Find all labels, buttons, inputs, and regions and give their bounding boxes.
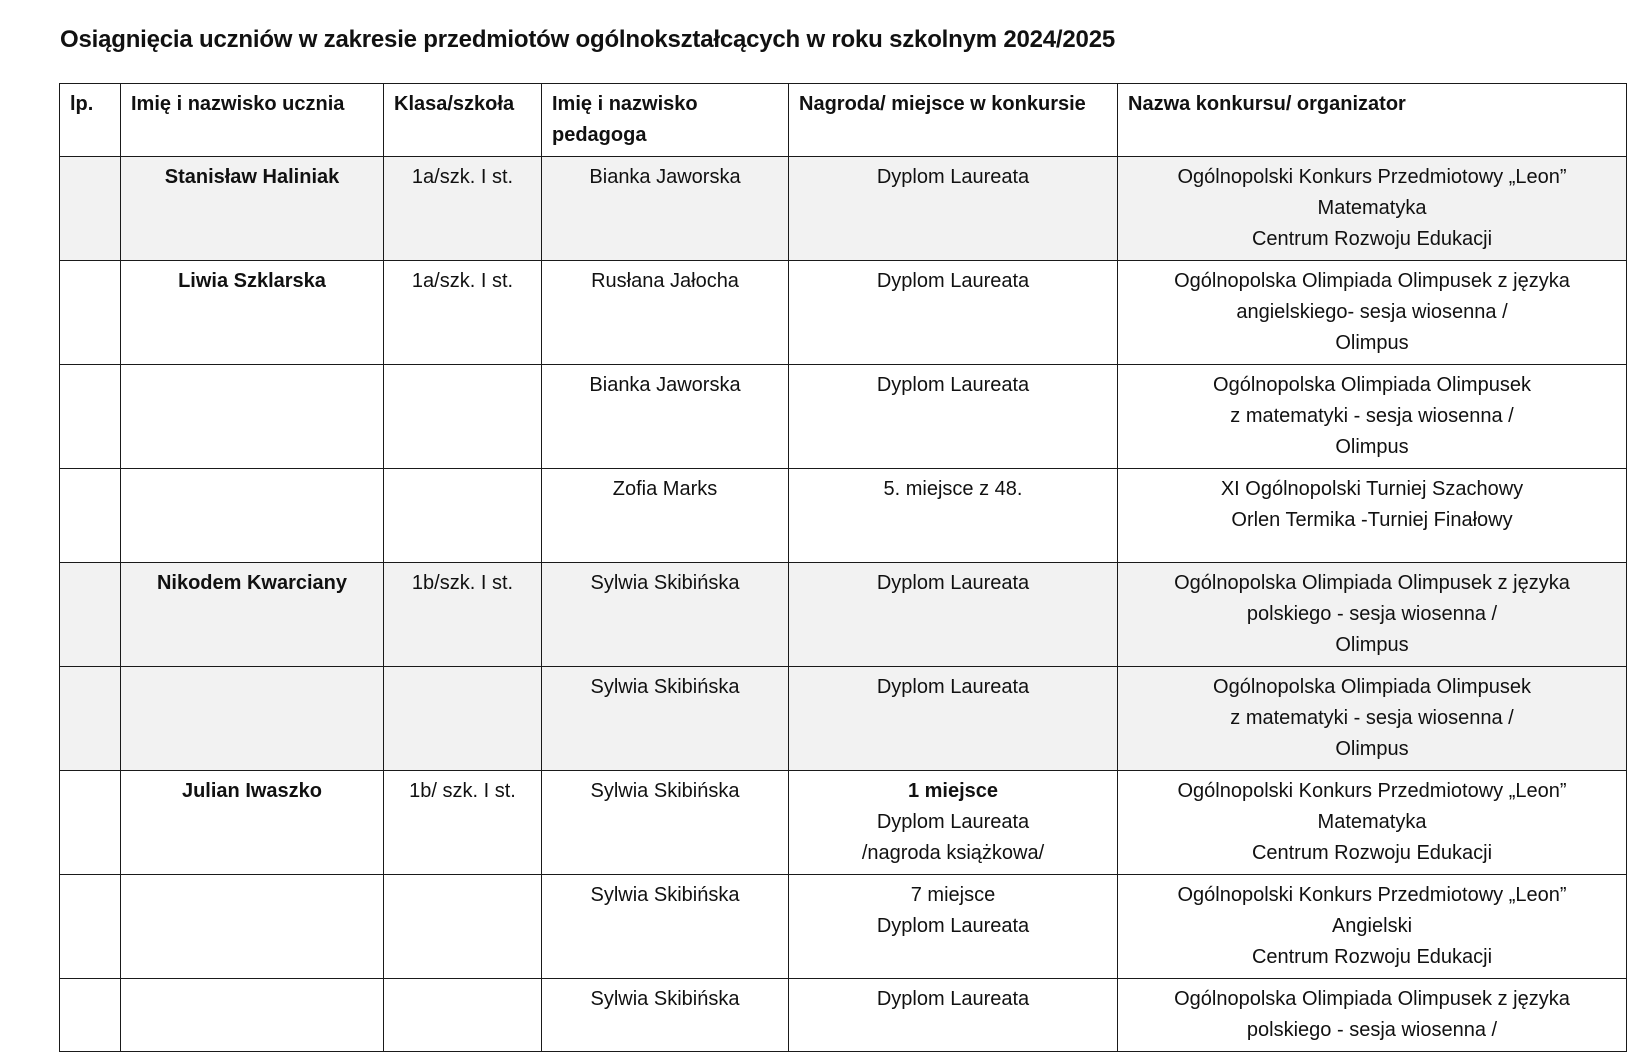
header-teacher-name: Imię i nazwisko pedagoga — [542, 84, 789, 157]
contest-line: Orlen Termika -Turniej Finałowy — [1231, 509, 1513, 531]
cell-contest — [1118, 667, 1627, 771]
contest-line: Ogólnopolski Konkurs Przedmiotowy „Leon” — [1177, 780, 1567, 802]
table-header-row — [60, 84, 1627, 157]
header-award-place: Nagroda/ miejsce w konkursie — [789, 84, 1118, 157]
cell-lp — [60, 365, 121, 469]
award-line: Dyplom Laureata — [876, 270, 1030, 292]
table-row — [60, 875, 1627, 979]
cell-student-name: Stanisław Haliniak — [121, 157, 384, 261]
cell-teacher-name: Sylwia Skibińska — [542, 875, 789, 979]
contest-line: Centrum Rozwoju Edukacji — [1251, 842, 1493, 864]
contest-line: Centrum Rozwoju Edukacji — [1251, 228, 1493, 250]
cell-award — [789, 771, 1118, 875]
table-row — [60, 563, 1627, 667]
cell-teacher-name: Sylwia Skibińska — [542, 667, 789, 771]
contest-line: Centrum Rozwoju Edukacji — [1251, 946, 1493, 968]
cell-teacher-name: Rusłana Jałocha — [542, 261, 789, 365]
contest-line: Angielski — [1331, 915, 1413, 937]
award-line: Dyplom Laureata — [876, 374, 1030, 396]
contest-line: Ogólnopolski Konkurs Przedmiotowy „Leon” — [1177, 166, 1567, 188]
cell-contest — [1118, 875, 1627, 979]
cell-teacher-name: Bianka Jaworska — [542, 157, 789, 261]
cell-contest — [1118, 563, 1627, 667]
cell-class-school — [384, 667, 542, 771]
contest-line: polskiego - sesja wiosenna / — [1246, 1019, 1498, 1041]
cell-award — [789, 563, 1118, 667]
cell-contest — [1118, 261, 1627, 365]
cell-class-school — [384, 469, 542, 563]
cell-class-school: 1a/szk. I st. — [384, 157, 542, 261]
cell-student-name — [121, 469, 384, 563]
contest-line: z matematyki - sesja wiosenna / — [1230, 707, 1514, 729]
award-line: Dyplom Laureata — [876, 988, 1030, 1010]
award-line: Dyplom Laureata — [876, 676, 1030, 698]
cell-award — [789, 979, 1118, 1052]
achievements-table — [59, 83, 1627, 1052]
contest-line: Olimpus — [1335, 738, 1409, 760]
cell-contest — [1118, 365, 1627, 469]
award-line: Dyplom Laureata — [876, 915, 1030, 937]
award-line: Dyplom Laureata — [876, 811, 1030, 833]
cell-student-name — [121, 979, 384, 1052]
cell-student-name — [121, 875, 384, 979]
header-class-school: Klasa/szkoła — [384, 84, 542, 157]
table-row — [60, 261, 1627, 365]
cell-lp — [60, 875, 121, 979]
cell-lp — [60, 771, 121, 875]
contest-line: Ogólnopolska Olimpiada Olimpusek z języka — [1174, 988, 1570, 1010]
cell-award — [789, 157, 1118, 261]
table-row — [60, 157, 1627, 261]
cell-lp — [60, 469, 121, 563]
contest-line: Ogólnopolska Olimpiada Olimpusek — [1213, 676, 1531, 698]
cell-student-name: Liwia Szklarska — [121, 261, 384, 365]
contest-line: Matematyka — [1317, 811, 1427, 833]
cell-student-name — [121, 365, 384, 469]
cell-student-name — [121, 667, 384, 771]
cell-lp — [60, 261, 121, 365]
cell-award — [789, 469, 1118, 563]
cell-student-name: Nikodem Kwarciany — [121, 563, 384, 667]
contest-line: Ogólnopolski Konkurs Przedmiotowy „Leon” — [1177, 884, 1567, 906]
cell-teacher-name: Sylwia Skibińska — [542, 979, 789, 1052]
document-title: Osiągnięcia uczniów w zakresie przedmiotów ogólnokształcących w roku szkolnym 2024/2025 — [60, 26, 1115, 53]
cell-class-school — [384, 979, 542, 1052]
header-lp: lp. — [60, 84, 121, 157]
contest-line: Olimpus — [1335, 634, 1409, 656]
cell-student-name: Julian Iwaszko — [121, 771, 384, 875]
cell-contest — [1118, 979, 1627, 1052]
cell-award — [789, 875, 1118, 979]
cell-contest — [1118, 771, 1627, 875]
cell-award — [789, 365, 1118, 469]
contest-line: Olimpus — [1335, 332, 1409, 354]
table-row — [60, 667, 1627, 771]
cell-lp — [60, 563, 121, 667]
table-body — [60, 157, 1627, 1052]
contest-line: Olimpus — [1335, 436, 1409, 458]
cell-teacher-name: Bianka Jaworska — [542, 365, 789, 469]
contest-line: XI Ogólnopolski Turniej Szachowy — [1220, 478, 1524, 500]
award-line: 1 miejsce — [907, 780, 999, 802]
header-contest-organizer: Nazwa konkursu/ organizator — [1118, 84, 1627, 157]
cell-teacher-name: Zofia Marks — [542, 469, 789, 563]
cell-award — [789, 261, 1118, 365]
award-line: 7 miejsce — [910, 884, 996, 906]
contest-line: Matematyka — [1317, 197, 1427, 219]
contest-line: Ogólnopolska Olimpiada Olimpusek z języka — [1174, 572, 1570, 594]
header-student-name: Imię i nazwisko ucznia — [121, 84, 384, 157]
cell-class-school: 1a/szk. I st. — [384, 261, 542, 365]
contest-line: z matematyki - sesja wiosenna / — [1230, 405, 1514, 427]
award-line: Dyplom Laureata — [876, 166, 1030, 188]
cell-class-school: 1b/szk. I st. — [384, 563, 542, 667]
cell-class-school — [384, 365, 542, 469]
contest-line: angielskiego- sesja wiosenna / — [1236, 301, 1508, 323]
award-line: Dyplom Laureata — [876, 572, 1030, 594]
table-row — [60, 979, 1627, 1052]
contest-line: Ogólnopolska Olimpiada Olimpusek — [1213, 374, 1531, 396]
table-row — [60, 771, 1627, 875]
cell-award — [789, 667, 1118, 771]
table-row — [60, 469, 1627, 563]
table-row — [60, 365, 1627, 469]
contest-line: Ogólnopolska Olimpiada Olimpusek z języka — [1174, 270, 1570, 292]
cell-class-school: 1b/ szk. I st. — [384, 771, 542, 875]
award-line: /nagroda książkowa/ — [861, 842, 1045, 864]
cell-contest — [1118, 157, 1627, 261]
cell-teacher-name: Sylwia Skibińska — [542, 771, 789, 875]
cell-teacher-name: Sylwia Skibińska — [542, 563, 789, 667]
cell-class-school — [384, 875, 542, 979]
cell-lp — [60, 157, 121, 261]
award-line: 5. miejsce z 48. — [883, 478, 1023, 500]
cell-lp — [60, 667, 121, 771]
cell-lp — [60, 979, 121, 1052]
contest-line: polskiego - sesja wiosenna / — [1246, 603, 1498, 625]
cell-contest — [1118, 469, 1627, 563]
